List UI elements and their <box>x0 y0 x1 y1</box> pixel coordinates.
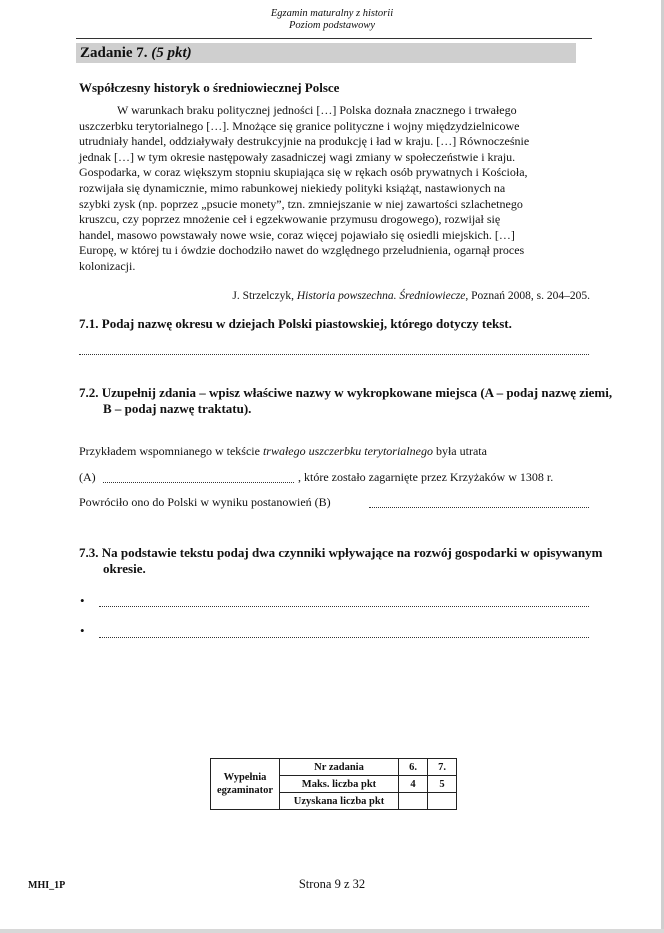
header-divider <box>76 38 592 39</box>
bullet-1: • <box>80 593 85 608</box>
question-7-2: 7.2. Uzupełnij zdania – wpisz właściwe nazwy w wykropkowane miejsca (A – podaj nazwę ziemi, B – podaj nazwę traktatu). <box>79 385 613 416</box>
source-citation: J. Strzelczyk, Historia powszechna. Średniowiecze, Poznań 2008, s. 204–205. <box>232 290 590 302</box>
filled-by-examiner-label: Wypełnia egzaminator <box>211 759 280 810</box>
answer-field-a[interactable] <box>103 482 294 483</box>
task-title: Zadanie 7. <box>80 45 148 61</box>
excerpt-line: W warunkach braku politycznej jedności […] Polska doznała znacznego i trwałego <box>117 103 517 117</box>
header-exam: Egzamin maturalny z historii <box>270 8 394 19</box>
task-number-7: 7. <box>428 759 457 776</box>
task-number-header: Nr zadania <box>280 759 399 776</box>
answer-field-factor-2[interactable] <box>99 637 589 638</box>
fill-sentence-2: (A) <box>79 470 96 484</box>
source-excerpt <box>79 103 589 275</box>
answer-field-7-1[interactable] <box>79 354 589 355</box>
fill-sentence-1: Przykładem wspomnianego w tekście trwałego uszczerbku terytorialnego była utrata <box>79 444 487 458</box>
fill-sentence-2-end: , które zostało zagarnięte przez Krzyżaków w 1308 r. <box>298 470 554 484</box>
bullet-2: • <box>80 623 85 638</box>
obtained-points-6[interactable] <box>399 793 428 810</box>
task-number-6: 6. <box>399 759 428 776</box>
source-heading: Współczesny historyk o średniowiecznej Polsce <box>79 80 340 95</box>
answer-field-b[interactable] <box>369 507 589 508</box>
task-points: (5 pkt) <box>151 45 192 61</box>
fill-sentence-3: Powróciło ono do Polski w wyniku postanowień (B) <box>79 495 331 509</box>
excerpt-line: szybki zysk (np. poprzez „psucie monety”, tzn. zmniejszanie w niej zawartości szlachetnego <box>79 196 523 211</box>
page-number: Strona 9 z 32 <box>298 877 366 891</box>
excerpt-line: uszczerbku terytorialnego […]. Mnożące się granice polityczne i wojny międzydzielnicowe <box>79 118 520 133</box>
max-points-header: Maks. liczba pkt <box>280 776 399 793</box>
excerpt-line: kolonizacji. <box>79 258 136 273</box>
excerpt-line: jednak […] w tym okresie następowały zasadniczej wagi zmiany w społeczeństwie i kraju. <box>79 149 516 164</box>
excerpt-line: handel, masowo powstawały nowe wsie, coraz więcej pojawiało się osiedli miejskich. […] <box>79 227 515 242</box>
excerpt-line: utrudniały handel, oddziaływały destrukcyjnie na produkcję i ład w kraju. […] Równocześnie <box>79 134 530 149</box>
excerpt-line: Gospodarka, w coraz większym stopniu skupiająca się w rękach osób prywatnych i Kościoła, <box>79 165 528 180</box>
answer-field-factor-1[interactable] <box>99 606 589 607</box>
excerpt-line: rozwijała się dynamicznie, mimo rabunkowej niekiedy polityki książąt, nastawionych na <box>79 180 506 195</box>
max-points-7: 5 <box>428 776 457 793</box>
page-bottom-shadow <box>0 929 664 933</box>
header-level: Poziom podstawowy <box>288 20 376 31</box>
obtained-points-header: Uzyskana liczba pkt <box>280 793 399 810</box>
task-heading <box>76 43 576 63</box>
score-table <box>210 758 457 810</box>
obtained-points-7[interactable] <box>428 793 457 810</box>
question-7-1: 7.1. Podaj nazwę okresu w dziejach Polski piastowskiej, którego dotyczy tekst. <box>79 316 512 331</box>
max-points-6: 4 <box>399 776 428 793</box>
page-header <box>0 8 664 32</box>
excerpt-line: kruszcu, czy poprzez mnożenie ceł i egzekwowanie przymusu drogowego), rozwijał się <box>79 212 501 227</box>
question-7-3: 7.3. Na podstawie tekstu podaj dwa czynniki wpływające na rozwój gospodarki w opisywanym okresie. <box>79 545 603 576</box>
document-code: MHI_1P <box>28 880 66 891</box>
excerpt-line: Europę, w której tu i ówdzie dochodziło nawet do względnego przeludnienia, ogarnął proces <box>79 243 525 258</box>
